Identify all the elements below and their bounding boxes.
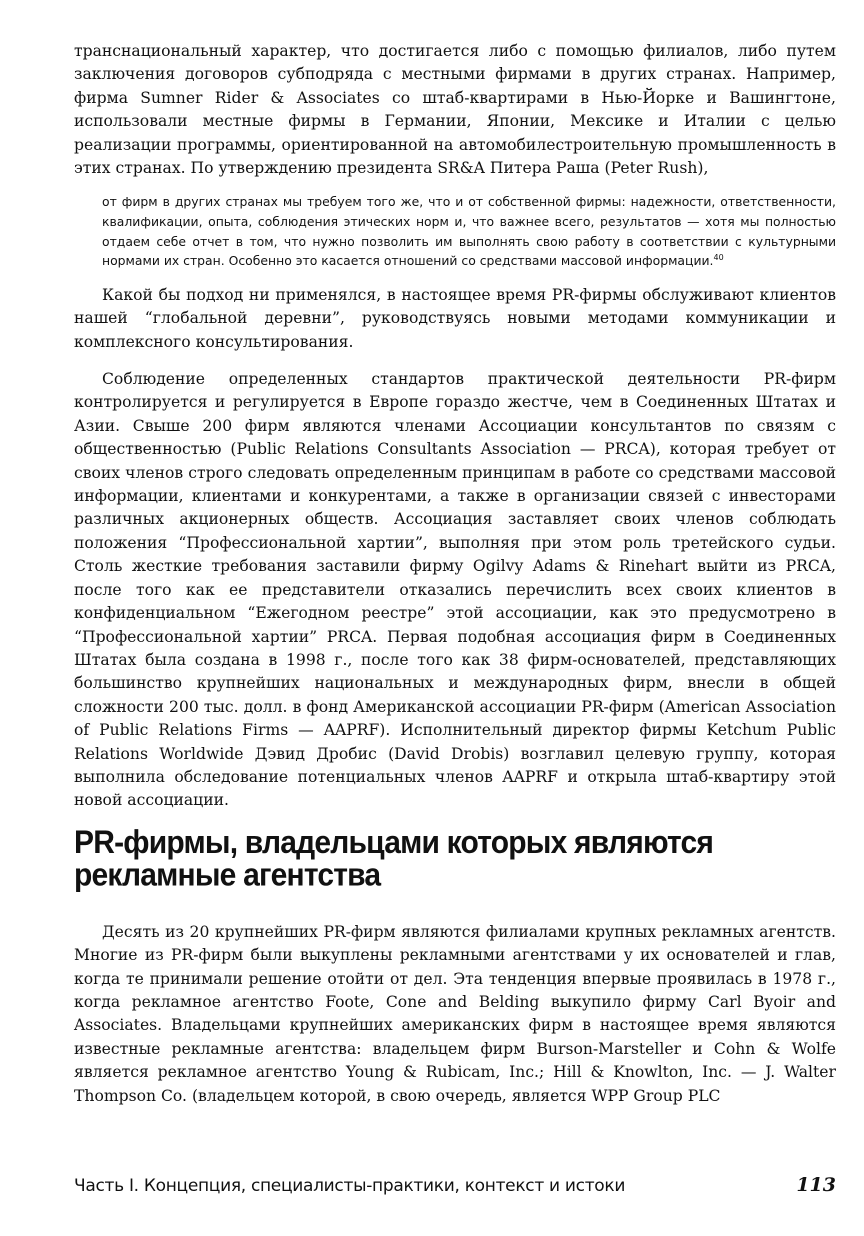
section-heading: PR-фирмы, владельцами которых являются рекламные агентства	[74, 824, 714, 893]
paragraph-4: Десять из 20 крупнейших PR-фирм являются филиалами крупных рекламных агентств. Многие из PR-фирм были выкуплены рекламными агентствами у их основателей и глав, когда те принимали решение отойти от дел. Эта тенденция впервые проявилась в 1978 г., когда рекламное агентство Foote, Cone and Belding выкупило фирму Carl Byoir and Associates. Владельцами крупнейших американских фирм в настоящее время являются известные рекламные агентства: владельцем фирм Burson-Marsteller и Cohn & Wolfe является рекламное агентство Young & Rubicam, Inc.; Hill & Knowlton, Inc. — J. Walter Thompson Co. (владельцем которой, в свою очередь, является WPP Group PLC	[74, 922, 836, 1105]
quote-text: от фирм в других странах мы требуем того же, что и от собственной фирмы: надежности, ответственности, квалификации, опыта, соблюдения этических норм и, что важнее всего, результатов — хотя мы полностью отдаем себе отчет в том, что нужно позволить им выполнять свою работу в соответствии с культурными нормами их стран. Особенно это касается отношений со средствами массовой информации.	[102, 194, 836, 269]
block-quote	[102, 192, 836, 270]
footnote-marker: 40	[713, 253, 724, 263]
paragraph-2: Какой бы подход ни применялся, в настоящее время PR-фирмы обслуживают клиентов нашей “глобальной деревни”, руководствуясь новыми методами коммуникации и комплексного консультирования.	[74, 285, 836, 351]
running-footer: Часть I. Концепция, специалисты-практики, контекст и истоки	[74, 1176, 626, 1196]
page-body	[74, 40, 836, 1108]
paragraph-3: Соблюдение определенных стандартов практической деятельности PR-фирм контролируется и регулируется в Европе гораздо жестче, чем в Соединенных Штатах и Азии. Свыше 200 фирм являются членами Ассоциации консультантов по связям с общественностью (Public Relations Consultants Association — PRCA), которая требует от своих членов строго следовать определенным принципам в работе со средствами массовой информации, клиентами и конкурентами, а также в организации связей с инвесторами различных акционерных обществ. Ассоциация заставляет своих членов соблюдать положения “Профессиональной хартии”, выполняя при этом роль третейского судьи. Столь жесткие требования заставили фирму Ogilvy Adams & Rinehart выйти из PRCA, после того как ее представители отказались перечислить всех своих клиентов в конфиденциальном “Ежегодном реестре” этой ассоциации, как это предусмотрено в “Профессиональной хартии” PRCA. Первая подобная ассоциация фирм в Соединенных Штатах была создана в 1998 г., после того как 38 фирм-основателей, представляющих большинство крупнейших национальных и международных фирм, внесли в общей сложности 200 тыс. долл. в фонд Американской ассоциации PR-фирм (American Association of Public Relations Firms — AAPRF). Исполнительный директор фирмы Ketchum Public Relations Worldwide Дэвид Дробис (David Drobis) возглавил целевую группу, которая выполнила обследование потенциальных членов AAPRF и открыла штаб-квартиру этой новой ассоциации.	[74, 370, 836, 810]
paragraph-1: транснациональный характер, что достигается либо с помощью филиалов, либо путем заключения договоров субподряда с местными фирмами в других странах. Например, фирма Sumner Rider & Associates со штаб-квартирами в Нью-Йорке и Вашингтоне, использовали местные фирмы в Германии, Японии, Мексике и Италии с целью реализации программы, ориентированной на автомобилестроительную промышленность в этих странах. По утверждению президента SR&A Питера Раша (Peter Rush),	[74, 42, 836, 178]
page-footer	[74, 1176, 836, 1200]
page-number: 113	[796, 1174, 836, 1196]
